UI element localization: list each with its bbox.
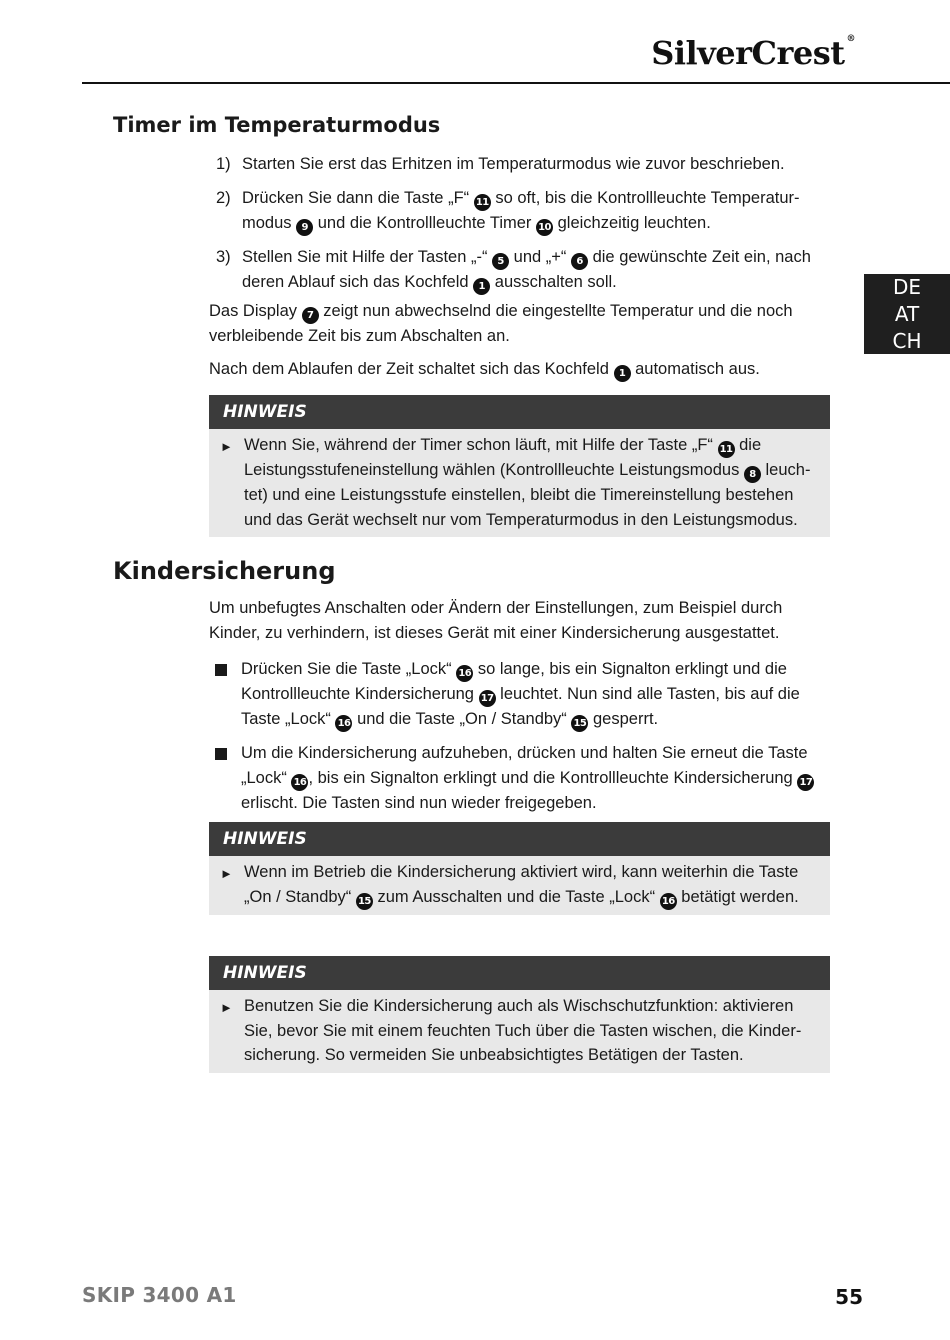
arrow-bullet-icon: ► [220, 866, 233, 881]
page-number: 55 [835, 1285, 863, 1309]
note-body: ► Wenn im Betrieb die Kindersicherung aktiviert wird, kann weiterhin die Taste „On / Standby“ 15 zum Ausschalten und die Taste „Lock“ 16 betätigt werden. [209, 856, 830, 915]
ref-badge: 16 [456, 665, 473, 682]
ref-badge: 17 [797, 774, 814, 791]
registered-mark: ® [846, 34, 855, 44]
lang-at: AT [894, 302, 920, 326]
list-item: Um die Kindersicherung aufzuheben, drücken und halten Sie erneut die Taste „Lock“ 16 , bis ein Signalton erklingt und die Kontrollleuchte Kindersicherung 17 erlischt. Die Tasten sind nun wieder freigegeben. [209, 741, 834, 815]
ref-badge: 6 [571, 253, 588, 270]
step-item: 1) Starten Sie erst das Erhitzen im Temperaturmodus wie zuvor beschrieben. [209, 152, 834, 177]
ref-badge: 1 [473, 278, 490, 295]
child-lock-intro: Um unbefugtes Anschalten oder Ändern der Einstellungen, zum Beispiel durch Kinder, zu verhindern, ist dieses Gerät mit einer Kindersicherung ausgestattet. [209, 599, 783, 642]
ref-badge: 7 [302, 307, 319, 324]
timer-steps [209, 152, 834, 304]
note-body: ► Benutzen Sie die Kindersicherung auch als Wischschutzfunktion: aktivieren Sie, bevor Sie mit einem feuchten Tuch über die Tasten wischen, die Kinder-sicherung. So vermeiden Sie unbeabsichtigtes Betätigen der Tasten. [220, 997, 802, 1064]
ref-badge: 8 [744, 466, 761, 483]
note-heading: HINWEIS [209, 956, 830, 990]
ref-badge: 15 [571, 715, 588, 732]
brand-name: SilverCrest [651, 34, 845, 72]
note-heading: HINWEIS [209, 395, 830, 429]
step-item: 3) Stellen Sie mit Hilfe der Tasten „-“ 5 und „+“ 6 die gewünschte Zeit ein, nach deren Ablauf sich das Kochfeld 1 ausschalten soll. [209, 245, 834, 295]
ref-badge: 5 [492, 253, 509, 270]
ref-badge: 11 [474, 194, 491, 211]
note-body: ► Wenn Sie, während der Timer schon läuft, mit Hilfe der Taste „F“ 11 die Leistungsstufeneinstellung wählen (Kontrollleuchte Leistungsmodus 8 leuch-tet) und eine Leistungsstufe einstellen, bleibt die Timereinstellung bestehen und das Gerät wechselt nur vom Temperaturmodus in den Leistungsmodus. [220, 436, 811, 529]
ref-badge: 16 [660, 893, 677, 910]
note-box [209, 395, 830, 537]
step-number: 1) [216, 155, 231, 173]
display-paragraph: Das Display 7 zeigt nun abwechselnd die eingestellte Temperatur und die noch verbleibende Zeit bis zum Abschalten an. [209, 302, 793, 345]
lang-de: DE [892, 275, 922, 299]
brand-logo [651, 34, 855, 72]
header-rule [82, 82, 950, 84]
square-bullet-icon [215, 748, 227, 760]
section-title-child-lock: Kindersicherung [113, 557, 336, 585]
step-number: 3) [216, 247, 231, 266]
ref-badge: 11 [718, 441, 735, 458]
step-number: 2) [216, 188, 231, 207]
ref-badge: 16 [335, 715, 352, 732]
language-tab [864, 274, 950, 354]
list-item: Drücken Sie die Taste „Lock“ 16 so lange, bis ein Signalton erklingt und die Kontrollleuchte Kindersicherung 17 leuchtet. Nun sind alle Tasten, bis auf die Taste „Lock“ 16 und die Taste „On / Standby“ 15 gesperrt. [209, 657, 834, 732]
arrow-bullet-icon: ► [220, 1000, 233, 1015]
auto-off-paragraph: Nach dem Ablaufen der Zeit schaltet sich das Kochfeld 1 automatisch aus. [209, 357, 834, 382]
note-heading: HINWEIS [209, 822, 830, 856]
square-bullet-icon [215, 664, 227, 676]
lang-ch: CH [892, 329, 922, 353]
child-lock-bullets [209, 657, 834, 824]
ref-badge: 10 [536, 219, 553, 236]
ref-badge: 17 [479, 690, 496, 707]
ref-badge: 1 [614, 365, 631, 382]
section-title-timer: Timer im Temperaturmodus [113, 113, 441, 137]
ref-badge: 15 [356, 893, 373, 910]
note-box [209, 956, 830, 1073]
ref-badge: 16 [291, 774, 308, 791]
ref-badge: 9 [296, 219, 313, 236]
arrow-bullet-icon: ► [220, 439, 233, 454]
footer-model-name: SKIP 3400 A1 [82, 1283, 237, 1307]
note-box [209, 822, 830, 915]
step-item: 2) Drücken Sie dann die Taste „F“ 11 so oft, bis die Kontrollleuchte Temperatur-modus 9 und die Kontrollleuchte Timer 10 gleichzeitig leuchten. [209, 186, 834, 236]
